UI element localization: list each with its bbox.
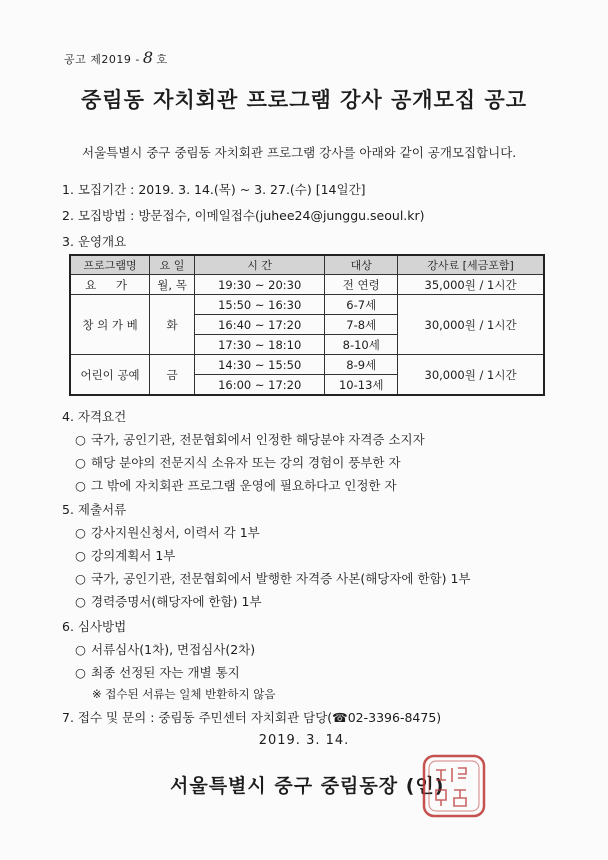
review-heading: 6. 심사방법	[62, 619, 127, 634]
contact-line: 7. 접수 및 문의 : 중림동 주민센터 자치회관 담당(☎02-3396-8475)	[62, 710, 442, 725]
bullet-icon: ○	[75, 665, 86, 680]
table-row	[70, 275, 544, 295]
bullet-icon: ○	[75, 455, 86, 470]
program-time: 15:50 ~ 16:30	[194, 295, 324, 315]
table-header: 요 일	[150, 255, 195, 275]
bullet-icon: ○	[75, 525, 86, 540]
bullet-icon: ○	[75, 432, 86, 447]
table-header: 시 간	[194, 255, 324, 275]
schedule-table	[69, 254, 545, 396]
notice-number-suffix: 호	[156, 53, 168, 66]
program-target: 7-8세	[325, 315, 398, 335]
program-target: 10-13세	[325, 375, 398, 396]
table-header: 대상	[325, 255, 398, 275]
list-item	[75, 592, 262, 610]
list-item	[75, 640, 255, 658]
program-day: 월, 목	[150, 275, 195, 295]
list-item-text: 경력증명서(해당자에 한함) 1부	[91, 594, 262, 609]
list-item-text: 국가, 공인기관, 전문협회에서 발행한 자격증 사본(해당자에 한함) 1부	[91, 571, 471, 586]
list-item-text: 최종 선정된 자는 개별 통지	[91, 665, 240, 680]
program-target: 전 연령	[325, 275, 398, 295]
period-line: 1. 모집기간 : 2019. 3. 14.(목) ~ 3. 27.(수) [14일간]	[62, 182, 366, 197]
program-target: 8-10세	[325, 335, 398, 355]
list-item-text: 서류심사(1차), 면접심사(2차)	[91, 642, 256, 657]
list-item-text: 강의계획서 1부	[91, 548, 176, 563]
notice-date: 2019. 3. 14.	[258, 733, 350, 748]
program-time: 17:30 ~ 18:10	[194, 335, 324, 355]
notice-number	[64, 48, 168, 67]
page-title: 중림동 자치회관 프로그램 강사 공개모집 공고	[81, 88, 527, 112]
review-note: ※ 접수된 서류는 일체 반환하지 않음	[92, 687, 276, 701]
list-item-text: 해당 분야의 전문지식 소유자 또는 강의 경험이 풍부한 자	[91, 455, 401, 470]
list-item	[75, 476, 397, 494]
intro-text: 서울특별시 중구 중림동 자치회관 프로그램 강사를 아래와 같이 공개모집합니다.	[82, 145, 517, 160]
documents-heading: 5. 제출서류	[62, 502, 127, 517]
program-target: 6-7세	[325, 295, 398, 315]
official-seal-icon	[420, 752, 488, 820]
signature: 서울특별시 중구 중림동장 (인)	[170, 775, 445, 797]
program-fee: 35,000원 / 1시간	[398, 275, 544, 295]
table-row	[70, 295, 544, 315]
method-line: 2. 모집방법 : 방문접수, 이메일접수(juhee24@junggu.seoul.kr)	[62, 208, 425, 223]
table-header: 강사료 [세금포함]	[398, 255, 544, 275]
bullet-icon: ○	[75, 594, 86, 609]
program-fee: 30,000원 / 1시간	[398, 355, 544, 396]
list-item-text: 그 밖에 자치회관 프로그램 운영에 필요하다고 인정한 자	[91, 478, 397, 493]
list-item-text: 강사지원신청서, 이력서 각 1부	[91, 525, 260, 540]
table-header-row	[70, 255, 544, 275]
overview-heading: 3. 운영개요	[62, 234, 127, 249]
notice-number-prefix: 공고 제2019 -	[64, 53, 140, 66]
bullet-icon: ○	[75, 478, 86, 493]
list-item	[75, 453, 401, 471]
program-time: 14:30 ~ 15:50	[194, 355, 324, 375]
qualification-heading: 4. 자격요건	[62, 409, 127, 424]
program-fee: 30,000원 / 1시간	[398, 295, 544, 355]
program-name: 창 의 가 베	[70, 295, 150, 355]
list-item	[75, 523, 260, 541]
bullet-icon: ○	[75, 548, 86, 563]
list-item	[75, 663, 240, 681]
notice-number-handwritten: 8	[142, 48, 154, 67]
program-name: 요 가	[70, 275, 150, 295]
bullet-icon: ○	[75, 642, 86, 657]
program-time: 19:30 ~ 20:30	[194, 275, 324, 295]
table-header: 프로그램명	[70, 255, 150, 275]
list-item	[75, 569, 471, 587]
list-item	[75, 546, 175, 564]
list-item-text: 국가, 공인기관, 전문협회에서 인정한 해당분야 자격증 소지자	[91, 432, 425, 447]
program-name: 어린이 공예	[70, 355, 150, 396]
table-row	[70, 355, 544, 375]
bullet-icon: ○	[75, 571, 86, 586]
program-time: 16:40 ~ 17:20	[194, 315, 324, 335]
program-day: 화	[150, 295, 195, 355]
program-time: 16:00 ~ 17:20	[194, 375, 324, 396]
list-item	[75, 430, 425, 448]
program-target: 8-9세	[325, 355, 398, 375]
program-day: 금	[150, 355, 195, 396]
